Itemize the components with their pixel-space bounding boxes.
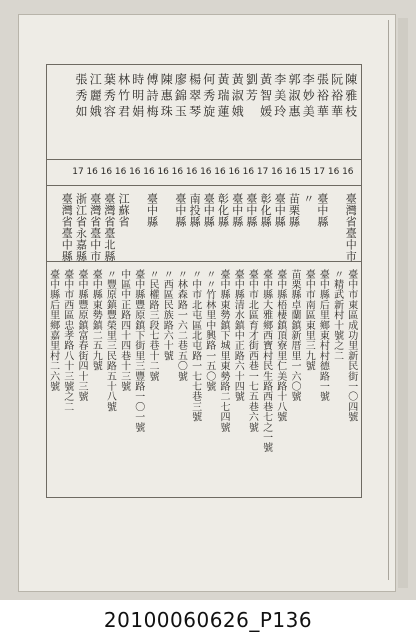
origin-text: 臺中縣 [244,193,258,228]
age-value: 16 [200,167,212,177]
origin-text: 臺中縣 [173,193,187,228]
address-text: 臺中縣后里鄉東村村德路一號 [317,269,329,402]
origin-text: 苗栗縣 [287,193,301,228]
age-value: 16 [100,167,113,177]
age-value: 16 [157,167,169,177]
origin-text: 彰化縣 [259,193,273,228]
age-value: 16 [271,167,283,177]
address-text: 臺中縣東勢鎮二五九號 [90,269,102,371]
age-value: 15 [299,167,311,177]
person-name: 江麗娥 [88,73,103,121]
address-text: 〃西區民族路六十號 [161,269,173,361]
origin-text: 南投縣 [188,193,202,228]
age-value: 16 [129,167,141,177]
person-name: 傅詩梅 [145,73,159,121]
age-value: 16 [171,167,184,177]
person-name: 葉秀容 [102,73,117,121]
age-value [40,159,60,185]
origin-row [47,185,361,262]
origin-text: 〃 [301,193,315,205]
roster-table [46,64,362,498]
origin-text: 臺灣省臺中市 [344,193,358,262]
name-column [43,65,63,159]
address-text: 〃精武新村十號之二 [331,269,343,361]
person-name: 黃智媛 [258,73,273,121]
origin-text: 臺中縣 [145,193,159,228]
person-name: 廖錦玉 [173,73,188,121]
age-value: 16 [242,167,255,177]
address-text: 臺中市北區育才街西巷一七五巷六號 [246,269,258,433]
person-name: 陳雅枝 [343,73,358,121]
person-name: 時明娟 [130,73,145,121]
pref-column [43,185,63,261]
person-name: 阮裕華 [329,73,344,121]
person-name: 林竹君 [116,73,131,121]
origin-text: 彰化縣 [216,193,230,228]
address-text: 臺中縣梧棲鎮頂寮里仁美路十八號 [274,269,286,422]
person-name: 張裕華 [315,73,330,121]
origin-text: 江蘇省 [117,193,131,228]
address-text: 〃中市北屯區北屯路一七七巷三號 [189,269,201,422]
gutter-line [388,20,389,580]
address-text: 臺中縣大雅鄉西寶村民生路西巷七之一號 [260,269,272,453]
footer-code: 20100060626_P136 [103,608,313,632]
person-name: 郭淑惠 [287,73,301,121]
age-value: 16 [285,167,297,177]
person-name: 何秀旋 [201,73,216,121]
address-row [47,261,361,497]
origin-text: 臺中縣 [230,193,244,228]
addr-column [43,261,63,497]
address-text: 臺中縣清水鎮中正路六十四號 [232,269,244,402]
age-value: 16 [143,167,155,177]
address-text: 〃〃竹林里中興路一五〇號 [203,269,215,392]
address-text: 臺中市南區東里三九號 [303,269,315,371]
person-name: 李妙美 [301,73,316,121]
address-text: 〃林森路一六二巷五〇號 [175,269,187,382]
address-text: 〃豐原鎮豐榮里三民路五十八號 [104,269,116,412]
origin-text: 臺中縣 [273,193,287,228]
age-row [47,159,361,186]
origin-text: 浙江省永嘉縣 [74,193,88,262]
address-text: 臺中縣東勢鎮下城里東勢路二七四號 [218,269,229,433]
address-text: 臺中縣后里鄉嘉里村二六號 [47,269,59,392]
origin-text: 臺灣省臺北縣 [102,193,116,262]
address-text: 臺中縣豐原鎮下街里三豐路一〇一號 [132,269,144,433]
age-value: 16 [86,167,98,177]
age-value: 17 [313,167,326,177]
age-value: 16 [228,167,240,177]
age-value: 16 [214,167,226,177]
address-text: 苗栗縣卓蘭鎮新厝里一六〇號 [289,269,300,402]
person-name: 楊翠琴 [187,73,202,121]
person-name: 黃淑娥 [230,73,245,121]
address-text: 臺中市東區成功里新民街一〇四號 [345,269,357,422]
age-value: 17 [72,167,84,177]
origin-text: 臺中縣 [202,193,216,228]
person-name: 黃瑞蓮 [216,73,230,121]
origin-text: 臺灣省臺中市 [88,193,102,262]
person-name: 劉芳 [244,73,259,105]
age-value: 17 [256,167,269,177]
person-name: 李美玲 [272,73,287,121]
age-value: 16 [185,167,198,177]
person-name: 張秀如 [74,73,88,121]
binding-edge [398,18,408,588]
name-row [47,65,361,160]
address-text: 中區中正路四十四巷十三號 [118,269,130,392]
origin-text: 臺中縣 [315,193,329,228]
age-value: 16 [114,167,127,177]
person-name: 陳惠珠 [159,73,174,121]
address-text: 〃民權路三段七巷十二號 [147,269,158,382]
age-value: 16 [342,167,354,177]
address-text: 臺中縣豐原鎮富春街四十三號 [76,269,87,402]
age-value: 16 [327,167,340,177]
address-text: 臺中市西區忠孝路八十三號之二 [61,269,73,412]
origin-text: 臺灣省臺中縣 [60,193,74,262]
